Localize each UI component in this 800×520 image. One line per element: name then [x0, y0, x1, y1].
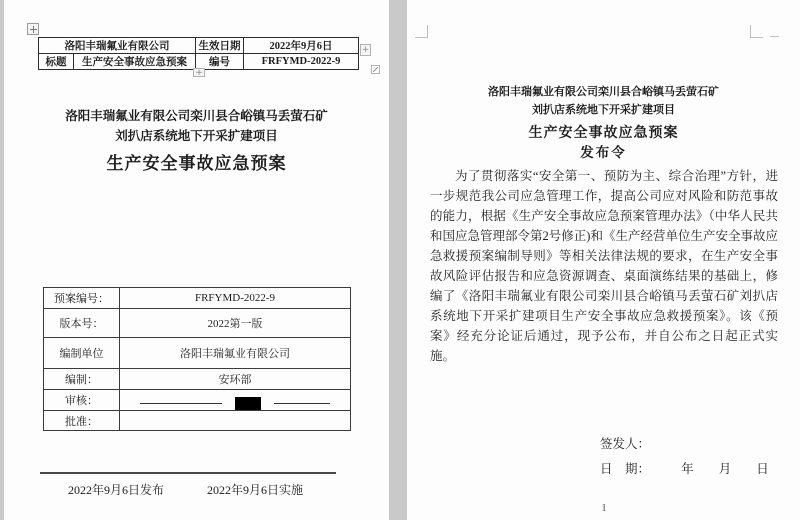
release-heading-line2: 刘扒店系统地下开采扩建项目	[532, 104, 675, 116]
table-row	[44, 411, 351, 431]
plan-number-value: FRFYMD-2022-9	[120, 288, 351, 309]
plan-number-label: 预案编号：	[44, 288, 120, 309]
compiler-value: 安环部	[120, 369, 351, 390]
table-move-handle-icon[interactable]	[27, 23, 39, 35]
title-label: 标题	[39, 54, 74, 70]
cover-title: 生产安全事故应急预案	[106, 154, 287, 173]
implement-date: 2022年9月6日实施	[207, 483, 304, 497]
doc-number-label: 编号	[196, 54, 244, 70]
company-name-cell: 洛阳丰瑞氟业有限公司	[39, 38, 196, 54]
move-cross-icon	[30, 29, 37, 30]
release-heading-line1: 洛阳丰瑞氟业有限公司栾川县合峪镇马丢萤石矿	[488, 86, 719, 98]
table-row	[44, 288, 351, 309]
document-header-table	[38, 37, 359, 70]
compiler-label: 编制：	[44, 369, 120, 390]
version-value: 2022第一版	[120, 309, 351, 338]
document-page-1	[4, 0, 389, 520]
redaction-box	[235, 397, 261, 410]
cover-heading-line2: 刘扒店系统地下开采扩建项目	[115, 129, 278, 143]
margin-tick-icon	[770, 36, 779, 37]
margin-corner-icon	[415, 25, 428, 38]
signature-line	[140, 403, 222, 404]
signature-date-line: 日 期： 年 月 日	[600, 462, 769, 476]
document-page-2	[407, 0, 800, 520]
publish-date: 2022年9月6日发布	[68, 483, 165, 497]
reviewer-value	[120, 390, 351, 411]
table-row	[44, 390, 351, 411]
page-number: 1	[601, 502, 607, 514]
release-order-paragraph: 为了贯彻落实“安全第一、预防为主、综合治理”方针，进一步规范我公司应急管理工作，提高公司应对风险和防范事故的能力，根据《生产安全事故应急预案管理办法》（中华人民共和国应急管理部令第2号修正)和《生产经营单位生产安全事故应急救援预案编制导则》等相关法律法规的要求，在生产安全事故风险评估报告和应急资源调查、桌面演练结果的基础上，修编了《洛阳丰瑞氟业有限公司栾川县合峪镇马丢萤石矿刘扒店系统地下开采扩建项目生产安全事故应急救援预案》。该《预案》经充分论证后通过，现予公布，并自公布之日起正式实施。	[430, 169, 778, 363]
table-insert-column-button[interactable]: +	[361, 45, 370, 55]
table-row	[44, 338, 351, 369]
table-insert-row-button[interactable]: +	[193, 68, 205, 77]
table-row	[44, 369, 351, 390]
title-value: 生产安全事故应急预案	[74, 54, 196, 70]
signature-line	[274, 403, 330, 404]
preparing-unit-label: 编制单位	[44, 338, 120, 369]
footer-divider	[40, 472, 336, 474]
approver-value	[120, 411, 351, 431]
plan-info-table	[43, 287, 351, 431]
effective-date-label: 生效日期	[196, 38, 244, 54]
release-title: 生产安全事故应急预案	[528, 126, 679, 141]
version-label: 版本号：	[44, 309, 120, 338]
preparing-unit-value: 洛阳丰瑞氟业有限公司	[120, 338, 351, 369]
signer-label: 签发人：	[600, 437, 651, 451]
cover-heading-line1: 洛阳丰瑞氟业有限公司栾川县合峪镇马丢萤石矿	[65, 109, 328, 123]
doc-number-value: FRFYMD-2022-9	[244, 54, 359, 70]
release-order-subtitle: 发布令	[580, 145, 627, 160]
approver-label: 批准：	[44, 411, 120, 431]
table-row	[44, 309, 351, 338]
margin-corner-icon	[750, 25, 763, 38]
reviewer-label: 审核：	[44, 390, 120, 411]
table-resize-handle-icon[interactable]	[371, 65, 380, 74]
effective-date-value: 2022年9月6日	[244, 38, 359, 54]
